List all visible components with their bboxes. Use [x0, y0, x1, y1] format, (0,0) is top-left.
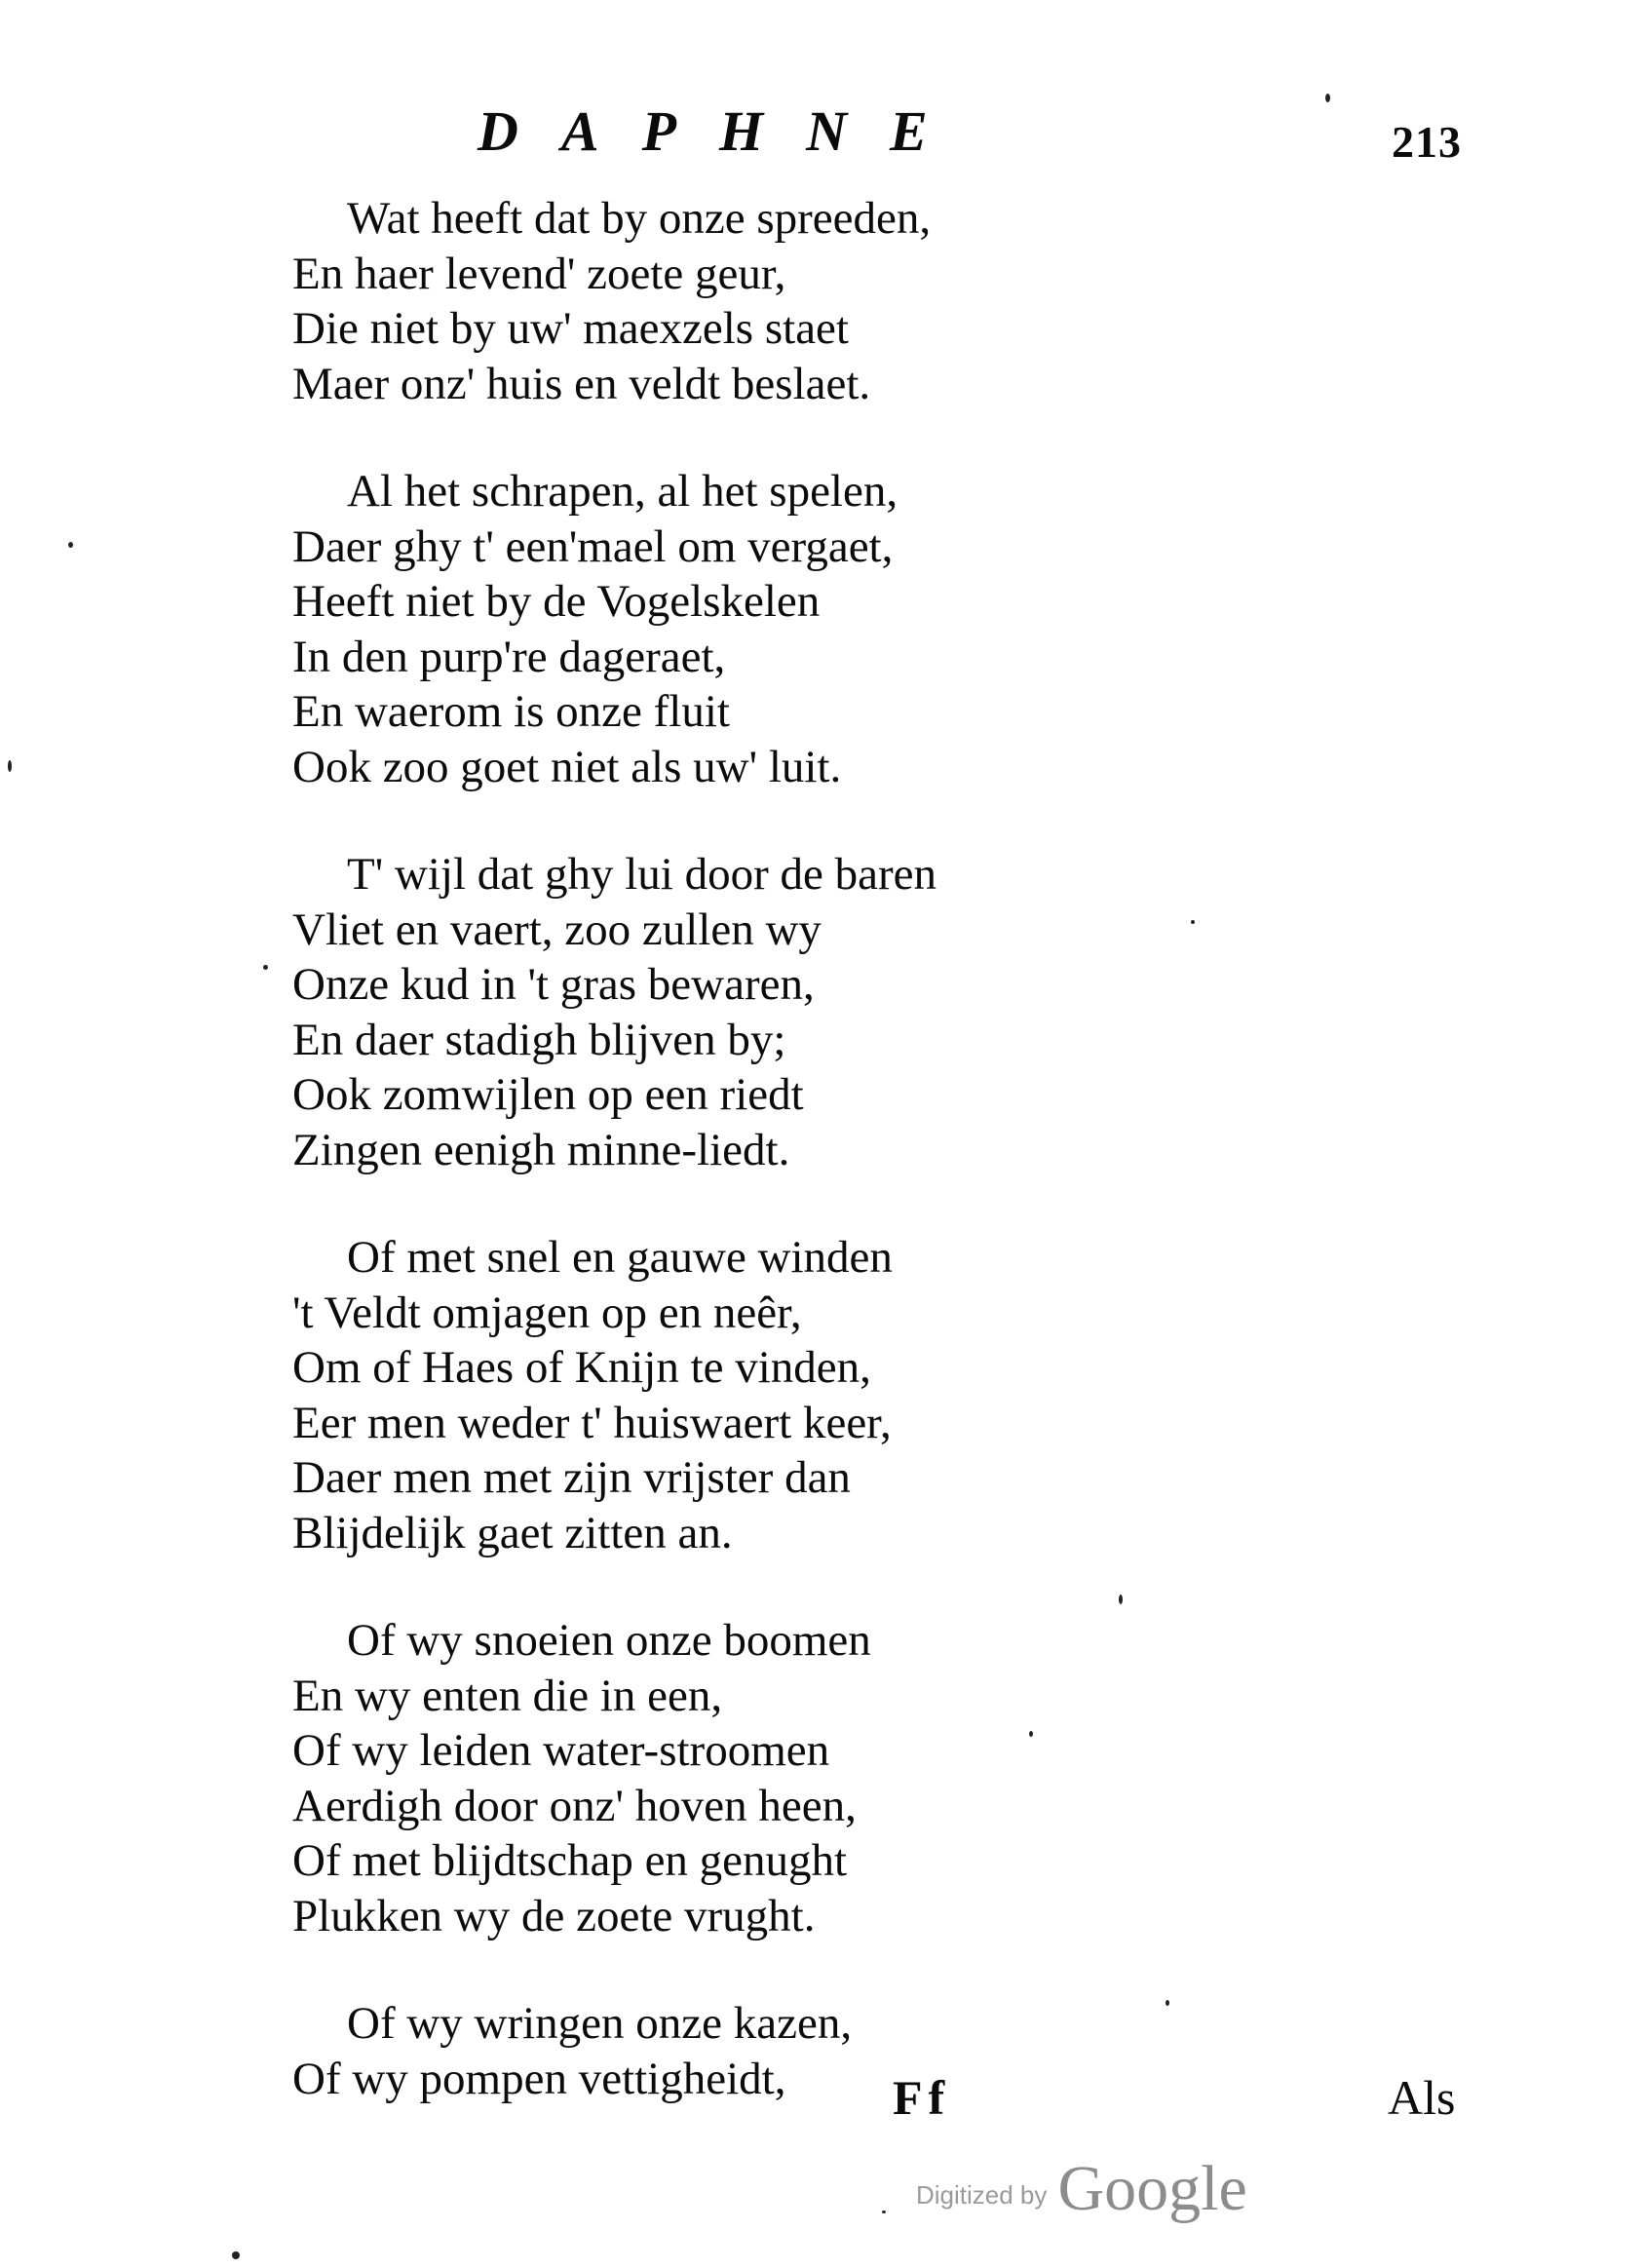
watermark-brand: Google — [1057, 2153, 1247, 2224]
verse-line: En wy enten die in een, — [292, 1670, 723, 1721]
verse-line: Aerdigh door onz' hoven heen, — [292, 1780, 857, 1831]
scan-speck — [882, 2210, 886, 2213]
stanza-6 — [292, 1996, 1267, 2106]
stanza-2 — [292, 464, 1267, 794]
scan-speck — [1191, 920, 1195, 924]
verse-line: En waerom is onze fluit — [292, 686, 730, 737]
verse-line: Ook zoo goet niet als uw' luit. — [292, 741, 842, 792]
poem-body — [292, 191, 1267, 2159]
scan-speck — [8, 760, 12, 772]
verse-line: Ook zomwijlen op een riedt — [292, 1069, 804, 1120]
stanza-5 — [292, 1613, 1267, 1943]
signature-mark: Ff — [893, 2070, 951, 2125]
verse-line: Maer onz' huis en veldt beslaet. — [292, 358, 871, 409]
watermark-prefix: Digitized by — [916, 2180, 1048, 2210]
scan-speck — [68, 542, 73, 548]
verse-line: Of wy leiden water-stroomen — [292, 1725, 830, 1776]
catchword: Als — [1388, 2070, 1456, 2125]
scan-speck — [232, 2251, 240, 2259]
verse-line: Eer men weder t' huiswaert keer, — [292, 1397, 892, 1448]
verse-line: 't Veldt omjagen op en neêr, — [292, 1287, 802, 1338]
scan-speck — [1325, 94, 1330, 102]
stanza-4 — [292, 1230, 1267, 1560]
verse-line: In den purp're dageraet, — [292, 631, 726, 682]
verse-line: Al het schrapen, al het spelen, — [347, 466, 898, 517]
verse-line: Daer men met zijn vrijster dan — [292, 1452, 851, 1503]
verse-line: Of wy pompen vettigheidt, — [292, 2053, 786, 2104]
stanza-1 — [292, 191, 1267, 411]
page-number: 213 — [1392, 117, 1462, 167]
verse-line: T' wijl dat ghy lui door de baren — [347, 849, 937, 900]
scan-speck — [1166, 2000, 1169, 2006]
verse-line: Wat heeft dat by onze spreeden, — [347, 193, 932, 244]
verse-line: Zingen eenigh minne-liedt. — [292, 1124, 790, 1175]
verse-line: Blijdelijk gaet zitten an. — [292, 1507, 733, 1558]
scan-speck — [1119, 1595, 1123, 1604]
verse-line: Plukken wy de zoete vrught. — [292, 1890, 816, 1941]
running-title: DAPHNE — [478, 99, 971, 163]
verse-line: Of wy wringen onze kazen, — [347, 1998, 853, 2049]
stanza-3 — [292, 847, 1267, 1177]
verse-line: Onze kud in 't gras bewaren, — [292, 959, 815, 1010]
verse-line: Om of Haes of Knijn te vinden, — [292, 1342, 871, 1393]
verse-line: Of met blijdtschap en genught — [292, 1835, 848, 1886]
verse-line: Daer ghy t' een'mael om vergaet, — [292, 520, 894, 572]
digitized-watermark — [916, 2152, 1247, 2226]
verse-line: Vliet en vaert, zoo zullen wy — [292, 903, 822, 955]
verse-line: Of met snel en gauwe winden — [347, 1232, 893, 1283]
verse-line: En daer stadigh blijven by; — [292, 1014, 786, 1065]
scan-speck — [263, 965, 268, 970]
verse-line: Of wy snoeien onze boomen — [347, 1615, 871, 1666]
verse-line: En haer levend' zoete geur, — [292, 248, 786, 299]
scan-speck — [1029, 1731, 1033, 1737]
verse-line: Heeft niet by de Vogelskelen — [292, 576, 821, 627]
verse-line: Die niet by uw' maexzels staet — [292, 303, 849, 354]
